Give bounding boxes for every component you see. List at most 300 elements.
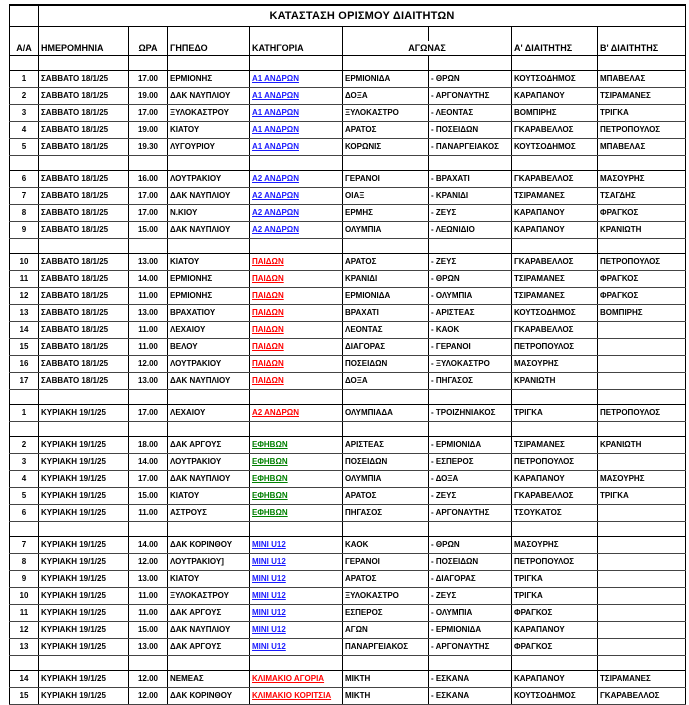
- cell-away-team: - ΕΣΚΑΝΑ: [429, 688, 512, 705]
- cell-time: 13.00: [129, 373, 168, 390]
- cell-ref-b: [598, 339, 686, 356]
- cell-date: ΣΑΒΒΑΤΟ 18/1/25: [39, 188, 129, 205]
- cell-home-team: ΔΟΞΑ: [343, 88, 429, 105]
- cell-date: ΣΑΒΒΑΤΟ 18/1/25: [39, 171, 129, 188]
- cell-date: ΣΑΒΒΑΤΟ 18/1/25: [39, 373, 129, 390]
- cell-ref-b: ΜΠΑΒΕΛΑΣ: [598, 139, 686, 156]
- header-match: ΑΓΩΝΑΣ: [343, 41, 512, 56]
- cell-ref-a: ΒΟΜΠΙΡΗΣ: [512, 105, 598, 122]
- cell-ref-a: ΤΣΙΡΑΜΑΝΕΣ: [512, 288, 598, 305]
- cell-time: 11.00: [129, 505, 168, 522]
- cell-date: ΚΥΡΙΑΚΗ 19/1/25: [39, 437, 129, 454]
- cell-venue: ΕΡΜΙΟΝΗΣ: [168, 288, 250, 305]
- cell-away-team: - ΖΕΥΣ: [429, 488, 512, 505]
- cell-away-team: - ΘΡΩΝ: [429, 271, 512, 288]
- cell-home-team: ΑΡΑΤΟΣ: [343, 488, 429, 505]
- cell-category: MINI U12: [250, 554, 343, 571]
- table-row: [10, 571, 686, 588]
- cell-ref-b: ΤΣΙΡΑΜΑΝΕΣ: [598, 88, 686, 105]
- cell-time: 19.30: [129, 139, 168, 156]
- cell-home-team: ΚΡΑΝΙΔΙ: [343, 271, 429, 288]
- cell-time: 14.00: [129, 537, 168, 554]
- group-separator: [10, 422, 686, 437]
- schedule-table: [9, 4, 686, 705]
- cell-category: MINI U12: [250, 605, 343, 622]
- cell-category: Α2 ΑΝΔΡΩΝ: [250, 171, 343, 188]
- cell-ref-b: [598, 322, 686, 339]
- cell-ref-b: ΤΣΙΡΑΜΑΝΕΣ: [598, 671, 686, 688]
- cell-away-team: - ΖΕΥΣ: [429, 205, 512, 222]
- cell-ref-b: [598, 356, 686, 373]
- cell-time: 17.00: [129, 71, 168, 88]
- cell-home-team: ΟΛΥΜΠΙΑ: [343, 222, 429, 239]
- cell-time: 12.00: [129, 688, 168, 705]
- cell-time: 13.00: [129, 571, 168, 588]
- header-venue: ΓΗΠΕΔΟ: [168, 41, 250, 56]
- cell-ref-a: ΤΡΙΓΚΑ: [512, 588, 598, 605]
- cell-num: 13: [10, 305, 39, 322]
- cell-home-team: ΒΡΑΧΑΤΙ: [343, 305, 429, 322]
- cell-ref-a: ΠΕΤΡΟΠΟΥΛΟΣ: [512, 339, 598, 356]
- cell-home-team: ΑΓΩΝ: [343, 622, 429, 639]
- cell-time: 19.00: [129, 88, 168, 105]
- table-row: [10, 454, 686, 471]
- header-row: [10, 41, 686, 56]
- cell-home-team: ΠΟΣΕΙΔΩΝ: [343, 454, 429, 471]
- cell-ref-a: ΤΡΙΓΚΑ: [512, 405, 598, 422]
- cell-away-team: - ΑΡΓΟΝΑΥΤΗΣ: [429, 639, 512, 656]
- cell-category: MINI U12: [250, 537, 343, 554]
- cell-ref-b: [598, 588, 686, 605]
- group-separator: [10, 239, 686, 254]
- cell-ref-a: ΚΟΥΤΣΟΔΗΜΟΣ: [512, 688, 598, 705]
- table-row: [10, 305, 686, 322]
- cell-venue: ΝΕΜΕΑΣ: [168, 671, 250, 688]
- cell-venue: ΔΑΚ ΑΡΓΟΥΣ: [168, 639, 250, 656]
- cell-ref-b: [598, 554, 686, 571]
- cell-date: ΚΥΡΙΑΚΗ 19/1/25: [39, 537, 129, 554]
- cell-date: ΚΥΡΙΑΚΗ 19/1/25: [39, 605, 129, 622]
- cell-date: ΚΥΡΙΑΚΗ 19/1/25: [39, 554, 129, 571]
- cell-category: Α1 ΑΝΔΡΩΝ: [250, 105, 343, 122]
- cell-venue: Ν.ΚΙΟΥ: [168, 205, 250, 222]
- cell-time: 11.00: [129, 605, 168, 622]
- cell-away-team: - ΤΡΟΙΖΗΝΙΑΚΟΣ: [429, 405, 512, 422]
- cell-num: 11: [10, 605, 39, 622]
- cell-away-team: - ΕΣΠΕΡΟΣ: [429, 454, 512, 471]
- cell-venue: ΑΣΤΡΟΥΣ: [168, 505, 250, 522]
- cell-venue: ΞΥΛΟΚΑΣΤΡΟΥ: [168, 588, 250, 605]
- cell-num: 8: [10, 205, 39, 222]
- cell-venue: ΔΑΚ ΝΑΥΠΛΙΟΥ: [168, 188, 250, 205]
- table-row: [10, 488, 686, 505]
- title-row: [10, 5, 686, 27]
- table-row: [10, 122, 686, 139]
- cell-time: 17.00: [129, 471, 168, 488]
- cell-time: 11.00: [129, 288, 168, 305]
- header-ref-b: Β' ΔΙΑΙΤΗΤΗΣ: [598, 41, 686, 56]
- cell-ref-a: ΤΣΙΡΑΜΑΝΕΣ: [512, 271, 598, 288]
- cell-ref-a: ΚΑΡΑΠΑΝΟΥ: [512, 671, 598, 688]
- group-separator: [10, 656, 686, 671]
- cell-date: ΣΑΒΒΑΤΟ 18/1/25: [39, 322, 129, 339]
- cell-home-team: ΔΙΑΓΟΡΑΣ: [343, 339, 429, 356]
- cell-away-team: - ΑΡΓΟΝΑΥΤΗΣ: [429, 505, 512, 522]
- cell-time: 16.00: [129, 171, 168, 188]
- cell-venue: ΔΑΚ ΝΑΥΠΛΙΟΥ: [168, 471, 250, 488]
- cell-venue: ΒΡΑΧΑΤΙΟΥ: [168, 305, 250, 322]
- cell-category: ΠΑΙΔΩΝ: [250, 254, 343, 271]
- header-num: Α/Α: [10, 41, 39, 56]
- cell-category: ΠΑΙΔΩΝ: [250, 305, 343, 322]
- cell-num: 2: [10, 88, 39, 105]
- cell-num: 12: [10, 288, 39, 305]
- cell-ref-b: ΓΚΑΡΑΒΕΛΛΟΣ: [598, 688, 686, 705]
- cell-venue: ΔΑΚ ΝΑΥΠΛΙΟΥ: [168, 373, 250, 390]
- header-time: ΩΡΑ: [129, 41, 168, 56]
- cell-category: ΠΑΙΔΩΝ: [250, 271, 343, 288]
- cell-venue: ΒΕΛΟΥ: [168, 339, 250, 356]
- cell-time: 13.00: [129, 254, 168, 271]
- table-row: [10, 588, 686, 605]
- cell-date: ΚΥΡΙΑΚΗ 19/1/25: [39, 454, 129, 471]
- cell-away-team: - ΑΡΓΟΝΑΥΤΗΣ: [429, 88, 512, 105]
- cell-away-team: - ΟΛΥΜΠΙΑ: [429, 288, 512, 305]
- header-category: ΚΑΤΗΓΟΡΙΑ: [250, 41, 343, 56]
- cell-date: ΚΥΡΙΑΚΗ 19/1/25: [39, 571, 129, 588]
- cell-away-team: - ΖΕΥΣ: [429, 588, 512, 605]
- cell-category: Α2 ΑΝΔΡΩΝ: [250, 405, 343, 422]
- table-row: [10, 88, 686, 105]
- table-row: [10, 339, 686, 356]
- cell-time: 11.00: [129, 339, 168, 356]
- cell-venue: ΛΟΥΤΡΑΚΙΟΥ]: [168, 554, 250, 571]
- cell-time: 12.00: [129, 356, 168, 373]
- cell-venue: ΔΑΚ ΝΑΥΠΛΙΟΥ: [168, 622, 250, 639]
- group-separator: [10, 56, 686, 71]
- cell-category: ΠΑΙΔΩΝ: [250, 339, 343, 356]
- cell-home-team: ΕΣΠΕΡΟΣ: [343, 605, 429, 622]
- cell-ref-b: ΜΠΑΒΕΛΑΣ: [598, 71, 686, 88]
- cell-category: ΠΑΙΔΩΝ: [250, 288, 343, 305]
- cell-date: ΚΥΡΙΑΚΗ 19/1/25: [39, 639, 129, 656]
- table-row: [10, 205, 686, 222]
- cell-away-team: - ΕΡΜΙΟΝΙΔΑ: [429, 437, 512, 454]
- cell-date: ΣΑΒΒΑΤΟ 18/1/25: [39, 339, 129, 356]
- cell-ref-b: ΤΡΙΓΚΑ: [598, 488, 686, 505]
- cell-away-team: - ΕΣΚΑΝΑ: [429, 671, 512, 688]
- cell-category: ΕΦΗΒΩΝ: [250, 471, 343, 488]
- cell-ref-a: ΚΟΥΤΣΟΔΗΜΟΣ: [512, 71, 598, 88]
- cell-num: 10: [10, 254, 39, 271]
- cell-date: ΚΥΡΙΑΚΗ 19/1/25: [39, 671, 129, 688]
- cell-num: 5: [10, 139, 39, 156]
- cell-home-team: ΓΕΡΑΝΟΙ: [343, 171, 429, 188]
- cell-home-team: ΜΙΚΤΗ: [343, 671, 429, 688]
- cell-category: Α1 ΑΝΔΡΩΝ: [250, 122, 343, 139]
- cell-home-team: ΕΡΜΙΟΝΙΔΑ: [343, 71, 429, 88]
- cell-num: 15: [10, 688, 39, 705]
- cell-category: Α2 ΑΝΔΡΩΝ: [250, 222, 343, 239]
- table-row: [10, 356, 686, 373]
- cell-ref-a: ΤΣΙΡΑΜΑΝΕΣ: [512, 188, 598, 205]
- cell-date: ΣΑΒΒΑΤΟ 18/1/25: [39, 205, 129, 222]
- cell-away-team: - ΠΟΣΕΙΔΩΝ: [429, 554, 512, 571]
- cell-ref-a: ΚΟΥΤΣΟΔΗΜΟΣ: [512, 305, 598, 322]
- table-row: [10, 688, 686, 705]
- cell-category: ΕΦΗΒΩΝ: [250, 437, 343, 454]
- cell-ref-b: ΚΡΑΝΙΩΤΗ: [598, 222, 686, 239]
- cell-ref-b: [598, 571, 686, 588]
- cell-time: 11.00: [129, 322, 168, 339]
- cell-time: 14.00: [129, 454, 168, 471]
- cell-time: 17.00: [129, 405, 168, 422]
- cell-away-team: - ΔΟΞΑ: [429, 471, 512, 488]
- cell-home-team: ΠΗΓΑΣΟΣ: [343, 505, 429, 522]
- cell-ref-a: ΠΕΤΡΟΠΟΥΛΟΣ: [512, 554, 598, 571]
- table-row: [10, 622, 686, 639]
- cell-away-team: - ΘΡΩΝ: [429, 537, 512, 554]
- cell-venue: ΛΟΥΤΡΑΚΙΟΥ: [168, 454, 250, 471]
- cell-num: 5: [10, 488, 39, 505]
- cell-home-team: ΛΕΟΝΤΑΣ: [343, 322, 429, 339]
- cell-time: 17.00: [129, 188, 168, 205]
- table-row: [10, 671, 686, 688]
- cell-away-team: - ΔΙΑΓΟΡΑΣ: [429, 571, 512, 588]
- cell-num: 16: [10, 356, 39, 373]
- cell-home-team: ΑΡΑΤΟΣ: [343, 122, 429, 139]
- cell-ref-a: ΚΑΡΑΠΑΝΟΥ: [512, 222, 598, 239]
- table-row: [10, 639, 686, 656]
- cell-category: ΚΛΙΜΑΚΙΟ ΑΓΟΡΙΑ: [250, 671, 343, 688]
- cell-home-team: ΕΡΜΗΣ: [343, 205, 429, 222]
- cell-venue: ΛΥΓΟΥΡΙΟΥ: [168, 139, 250, 156]
- header-ref-a: Α' ΔΙΑΙΤΗΤΗΣ: [512, 41, 598, 56]
- cell-away-team: - ΛΕΟΝΤΑΣ: [429, 105, 512, 122]
- cell-category: MINI U12: [250, 571, 343, 588]
- cell-num: 9: [10, 571, 39, 588]
- cell-venue: ΔΑΚ ΚΟΡΙΝΘΟΥ: [168, 537, 250, 554]
- cell-ref-a: ΚΑΡΑΠΑΝΟΥ: [512, 471, 598, 488]
- cell-home-team: ΚΑΟΚ: [343, 537, 429, 554]
- group-separator: [10, 522, 686, 537]
- cell-ref-a: ΤΡΙΓΚΑ: [512, 571, 598, 588]
- cell-ref-a: ΜΑΣΟΥΡΗΣ: [512, 356, 598, 373]
- cell-date: ΚΥΡΙΑΚΗ 19/1/25: [39, 588, 129, 605]
- table-row: [10, 537, 686, 554]
- cell-num: 7: [10, 188, 39, 205]
- cell-category: ΠΑΙΔΩΝ: [250, 322, 343, 339]
- table-row: [10, 288, 686, 305]
- table-row: [10, 505, 686, 522]
- cell-home-team: ΟΙΑΞ: [343, 188, 429, 205]
- table-row: [10, 405, 686, 422]
- cell-away-team: - ΛΕΩΝΙΔΙΟ: [429, 222, 512, 239]
- cell-home-team: ΚΟΡΩΝΙΣ: [343, 139, 429, 156]
- cell-ref-b: ΦΡΑΓΚΟΣ: [598, 271, 686, 288]
- group-separator: [10, 390, 686, 405]
- cell-away-team: - ΠΟΣΕΙΔΩΝ: [429, 122, 512, 139]
- cell-home-team: ΑΡΑΤΟΣ: [343, 254, 429, 271]
- cell-num: 1: [10, 71, 39, 88]
- cell-venue: ΛΕΧΑΙΟΥ: [168, 405, 250, 422]
- cell-ref-a: ΚΑΡΑΠΑΝΟΥ: [512, 205, 598, 222]
- cell-ref-b: [598, 605, 686, 622]
- cell-date: ΚΥΡΙΑΚΗ 19/1/25: [39, 405, 129, 422]
- cell-date: ΣΑΒΒΑΤΟ 18/1/25: [39, 122, 129, 139]
- cell-num: 11: [10, 271, 39, 288]
- cell-num: 4: [10, 122, 39, 139]
- cell-away-team: - ΖΕΥΣ: [429, 254, 512, 271]
- cell-venue: ΛΟΥΤΡΑΚΙΟΥ: [168, 356, 250, 373]
- cell-ref-a: ΓΚΑΡΑΒΕΛΛΟΣ: [512, 254, 598, 271]
- cell-home-team: ΑΡΑΤΟΣ: [343, 571, 429, 588]
- cell-home-team: ΟΛΥΜΠΙΑΔΑ: [343, 405, 429, 422]
- cell-home-team: ΑΡΙΣΤΕΑΣ: [343, 437, 429, 454]
- cell-category: MINI U12: [250, 639, 343, 656]
- cell-category: ΕΦΗΒΩΝ: [250, 488, 343, 505]
- cell-time: 13.00: [129, 305, 168, 322]
- cell-date: ΣΑΒΒΑΤΟ 18/1/25: [39, 254, 129, 271]
- cell-num: 3: [10, 105, 39, 122]
- cell-num: 8: [10, 554, 39, 571]
- cell-ref-a: ΦΡΑΓΚΟΣ: [512, 639, 598, 656]
- table-row: [10, 271, 686, 288]
- table-row: [10, 373, 686, 390]
- cell-num: 3: [10, 454, 39, 471]
- cell-ref-b: ΜΑΣΟΥΡΗΣ: [598, 171, 686, 188]
- cell-venue: ΔΑΚ ΑΡΓΟΥΣ: [168, 605, 250, 622]
- cell-category: Α1 ΑΝΔΡΩΝ: [250, 88, 343, 105]
- table-row: [10, 605, 686, 622]
- cell-venue: ΔΑΚ ΝΑΥΠΛΙΟΥ: [168, 222, 250, 239]
- cell-ref-a: ΓΚΑΡΑΒΕΛΛΟΣ: [512, 122, 598, 139]
- cell-date: ΣΑΒΒΑΤΟ 18/1/25: [39, 305, 129, 322]
- cell-ref-b: ΚΡΑΝΙΩΤΗ: [598, 437, 686, 454]
- cell-venue: ΚΙΑΤΟΥ: [168, 571, 250, 588]
- cell-ref-a: ΚΡΑΝΙΩΤΗ: [512, 373, 598, 390]
- cell-date: ΚΥΡΙΑΚΗ 19/1/25: [39, 488, 129, 505]
- schedule-body: [10, 5, 686, 705]
- cell-home-team: ΠΟΣΕΙΔΩΝ: [343, 356, 429, 373]
- table-row: [10, 322, 686, 339]
- table-row: [10, 554, 686, 571]
- spacer-row: [10, 27, 686, 42]
- cell-time: 18.00: [129, 437, 168, 454]
- cell-time: 12.00: [129, 671, 168, 688]
- cell-home-team: ΞΥΛΟΚΑΣΤΡΟ: [343, 105, 429, 122]
- cell-num: 14: [10, 322, 39, 339]
- cell-away-team: - ΓΕΡΑΝΟΙ: [429, 339, 512, 356]
- cell-date: ΣΑΒΒΑΤΟ 18/1/25: [39, 288, 129, 305]
- cell-ref-b: ΤΡΙΓΚΑ: [598, 105, 686, 122]
- cell-home-team: ΔΟΞΑ: [343, 373, 429, 390]
- cell-away-team: - ΠΑΝΑΡΓΕΙΑΚΟΣ: [429, 139, 512, 156]
- cell-time: 12.00: [129, 554, 168, 571]
- cell-time: 17.00: [129, 205, 168, 222]
- cell-venue: ΔΑΚ ΚΟΡΙΝΘΟΥ: [168, 688, 250, 705]
- cell-ref-b: ΠΕΤΡΟΠΟΥΛΟΣ: [598, 405, 686, 422]
- cell-venue: ΕΡΜΙΟΝΗΣ: [168, 71, 250, 88]
- cell-ref-a: ΓΚΑΡΑΒΕΛΛΟΣ: [512, 488, 598, 505]
- cell-category: Α2 ΑΝΔΡΩΝ: [250, 205, 343, 222]
- cell-ref-b: ΠΕΤΡΟΠΟΥΛΟΣ: [598, 122, 686, 139]
- cell-category: MINI U12: [250, 622, 343, 639]
- cell-away-team: - ΚΑΟΚ: [429, 322, 512, 339]
- cell-num: 9: [10, 222, 39, 239]
- cell-category: Α1 ΑΝΔΡΩΝ: [250, 139, 343, 156]
- cell-ref-a: ΤΣΙΡΑΜΑΝΕΣ: [512, 437, 598, 454]
- cell-ref-b: [598, 373, 686, 390]
- cell-away-team: - ΚΡΑΝΙΔΙ: [429, 188, 512, 205]
- cell-category: ΕΦΗΒΩΝ: [250, 454, 343, 471]
- cell-date: ΣΑΒΒΑΤΟ 18/1/25: [39, 139, 129, 156]
- cell-category: ΠΑΙΔΩΝ: [250, 373, 343, 390]
- cell-home-team: ΠΑΝΑΡΓΕΙΑΚΟΣ: [343, 639, 429, 656]
- cell-num: 7: [10, 537, 39, 554]
- cell-num: 14: [10, 671, 39, 688]
- cell-ref-a: ΜΑΣΟΥΡΗΣ: [512, 537, 598, 554]
- page-title: ΚΑΤΑΣΤΑΣΗ ΟΡΙΣΜΟΥ ΔΙΑΙΤΗΤΩΝ: [39, 5, 686, 27]
- cell-ref-b: [598, 622, 686, 639]
- cell-date: ΣΑΒΒΑΤΟ 18/1/25: [39, 356, 129, 373]
- cell-time: 17.00: [129, 105, 168, 122]
- cell-date: ΚΥΡΙΑΚΗ 19/1/25: [39, 688, 129, 705]
- cell-ref-a: ΓΚΑΡΑΒΕΛΛΟΣ: [512, 171, 598, 188]
- cell-venue: ΚΙΑΤΟΥ: [168, 254, 250, 271]
- cell-num: 4: [10, 471, 39, 488]
- cell-category: ΠΑΙΔΩΝ: [250, 356, 343, 373]
- cell-ref-b: ΜΑΣΟΥΡΗΣ: [598, 471, 686, 488]
- cell-time: 15.00: [129, 622, 168, 639]
- cell-ref-b: [598, 639, 686, 656]
- cell-away-team: - ΕΡΜΙΟΝΙΔΑ: [429, 622, 512, 639]
- table-row: [10, 471, 686, 488]
- cell-category: Α1 ΑΝΔΡΩΝ: [250, 71, 343, 88]
- cell-ref-b: ΤΣΑΓΔΗΣ: [598, 188, 686, 205]
- group-separator: [10, 156, 686, 171]
- cell-ref-a: ΤΣΟΥΚΑΤΟΣ: [512, 505, 598, 522]
- cell-time: 15.00: [129, 488, 168, 505]
- cell-ref-b: ΠΕΤΡΟΠΟΥΛΟΣ: [598, 254, 686, 271]
- cell-category: ΕΦΗΒΩΝ: [250, 505, 343, 522]
- cell-date: ΚΥΡΙΑΚΗ 19/1/25: [39, 471, 129, 488]
- cell-ref-a: ΚΑΡΑΠΑΝΟΥ: [512, 622, 598, 639]
- cell-time: 11.00: [129, 588, 168, 605]
- cell-time: 19.00: [129, 122, 168, 139]
- cell-category: ΚΛΙΜΑΚΙΟ ΚΟΡΙΤΣΙΑ: [250, 688, 343, 705]
- cell-venue: ΞΥΛΟΚΑΣΤΡΟΥ: [168, 105, 250, 122]
- cell-away-team: - ΘΡΩΝ: [429, 71, 512, 88]
- cell-num: 10: [10, 588, 39, 605]
- header-date: ΗΜΕΡΟΜΗΝΙΑ: [39, 41, 129, 56]
- cell-time: 15.00: [129, 222, 168, 239]
- table-row: [10, 139, 686, 156]
- cell-away-team: - ΞΥΛΟΚΑΣΤΡΟ: [429, 356, 512, 373]
- cell-date: ΣΑΒΒΑΤΟ 18/1/25: [39, 88, 129, 105]
- cell-venue: ΔΑΚ ΝΑΥΠΛΙΟΥ: [168, 88, 250, 105]
- cell-ref-b: [598, 454, 686, 471]
- table-row: [10, 437, 686, 454]
- cell-time: 14.00: [129, 271, 168, 288]
- cell-date: ΚΥΡΙΑΚΗ 19/1/25: [39, 505, 129, 522]
- cell-venue: ΔΑΚ ΑΡΓΟΥΣ: [168, 437, 250, 454]
- cell-category: Α2 ΑΝΔΡΩΝ: [250, 188, 343, 205]
- cell-home-team: ΕΡΜΙΟΝΙΔΑ: [343, 288, 429, 305]
- cell-ref-b: ΦΡΑΓΚΟΣ: [598, 205, 686, 222]
- cell-ref-a: ΠΕΤΡΟΠΟΥΛΟΣ: [512, 454, 598, 471]
- table-row: [10, 71, 686, 88]
